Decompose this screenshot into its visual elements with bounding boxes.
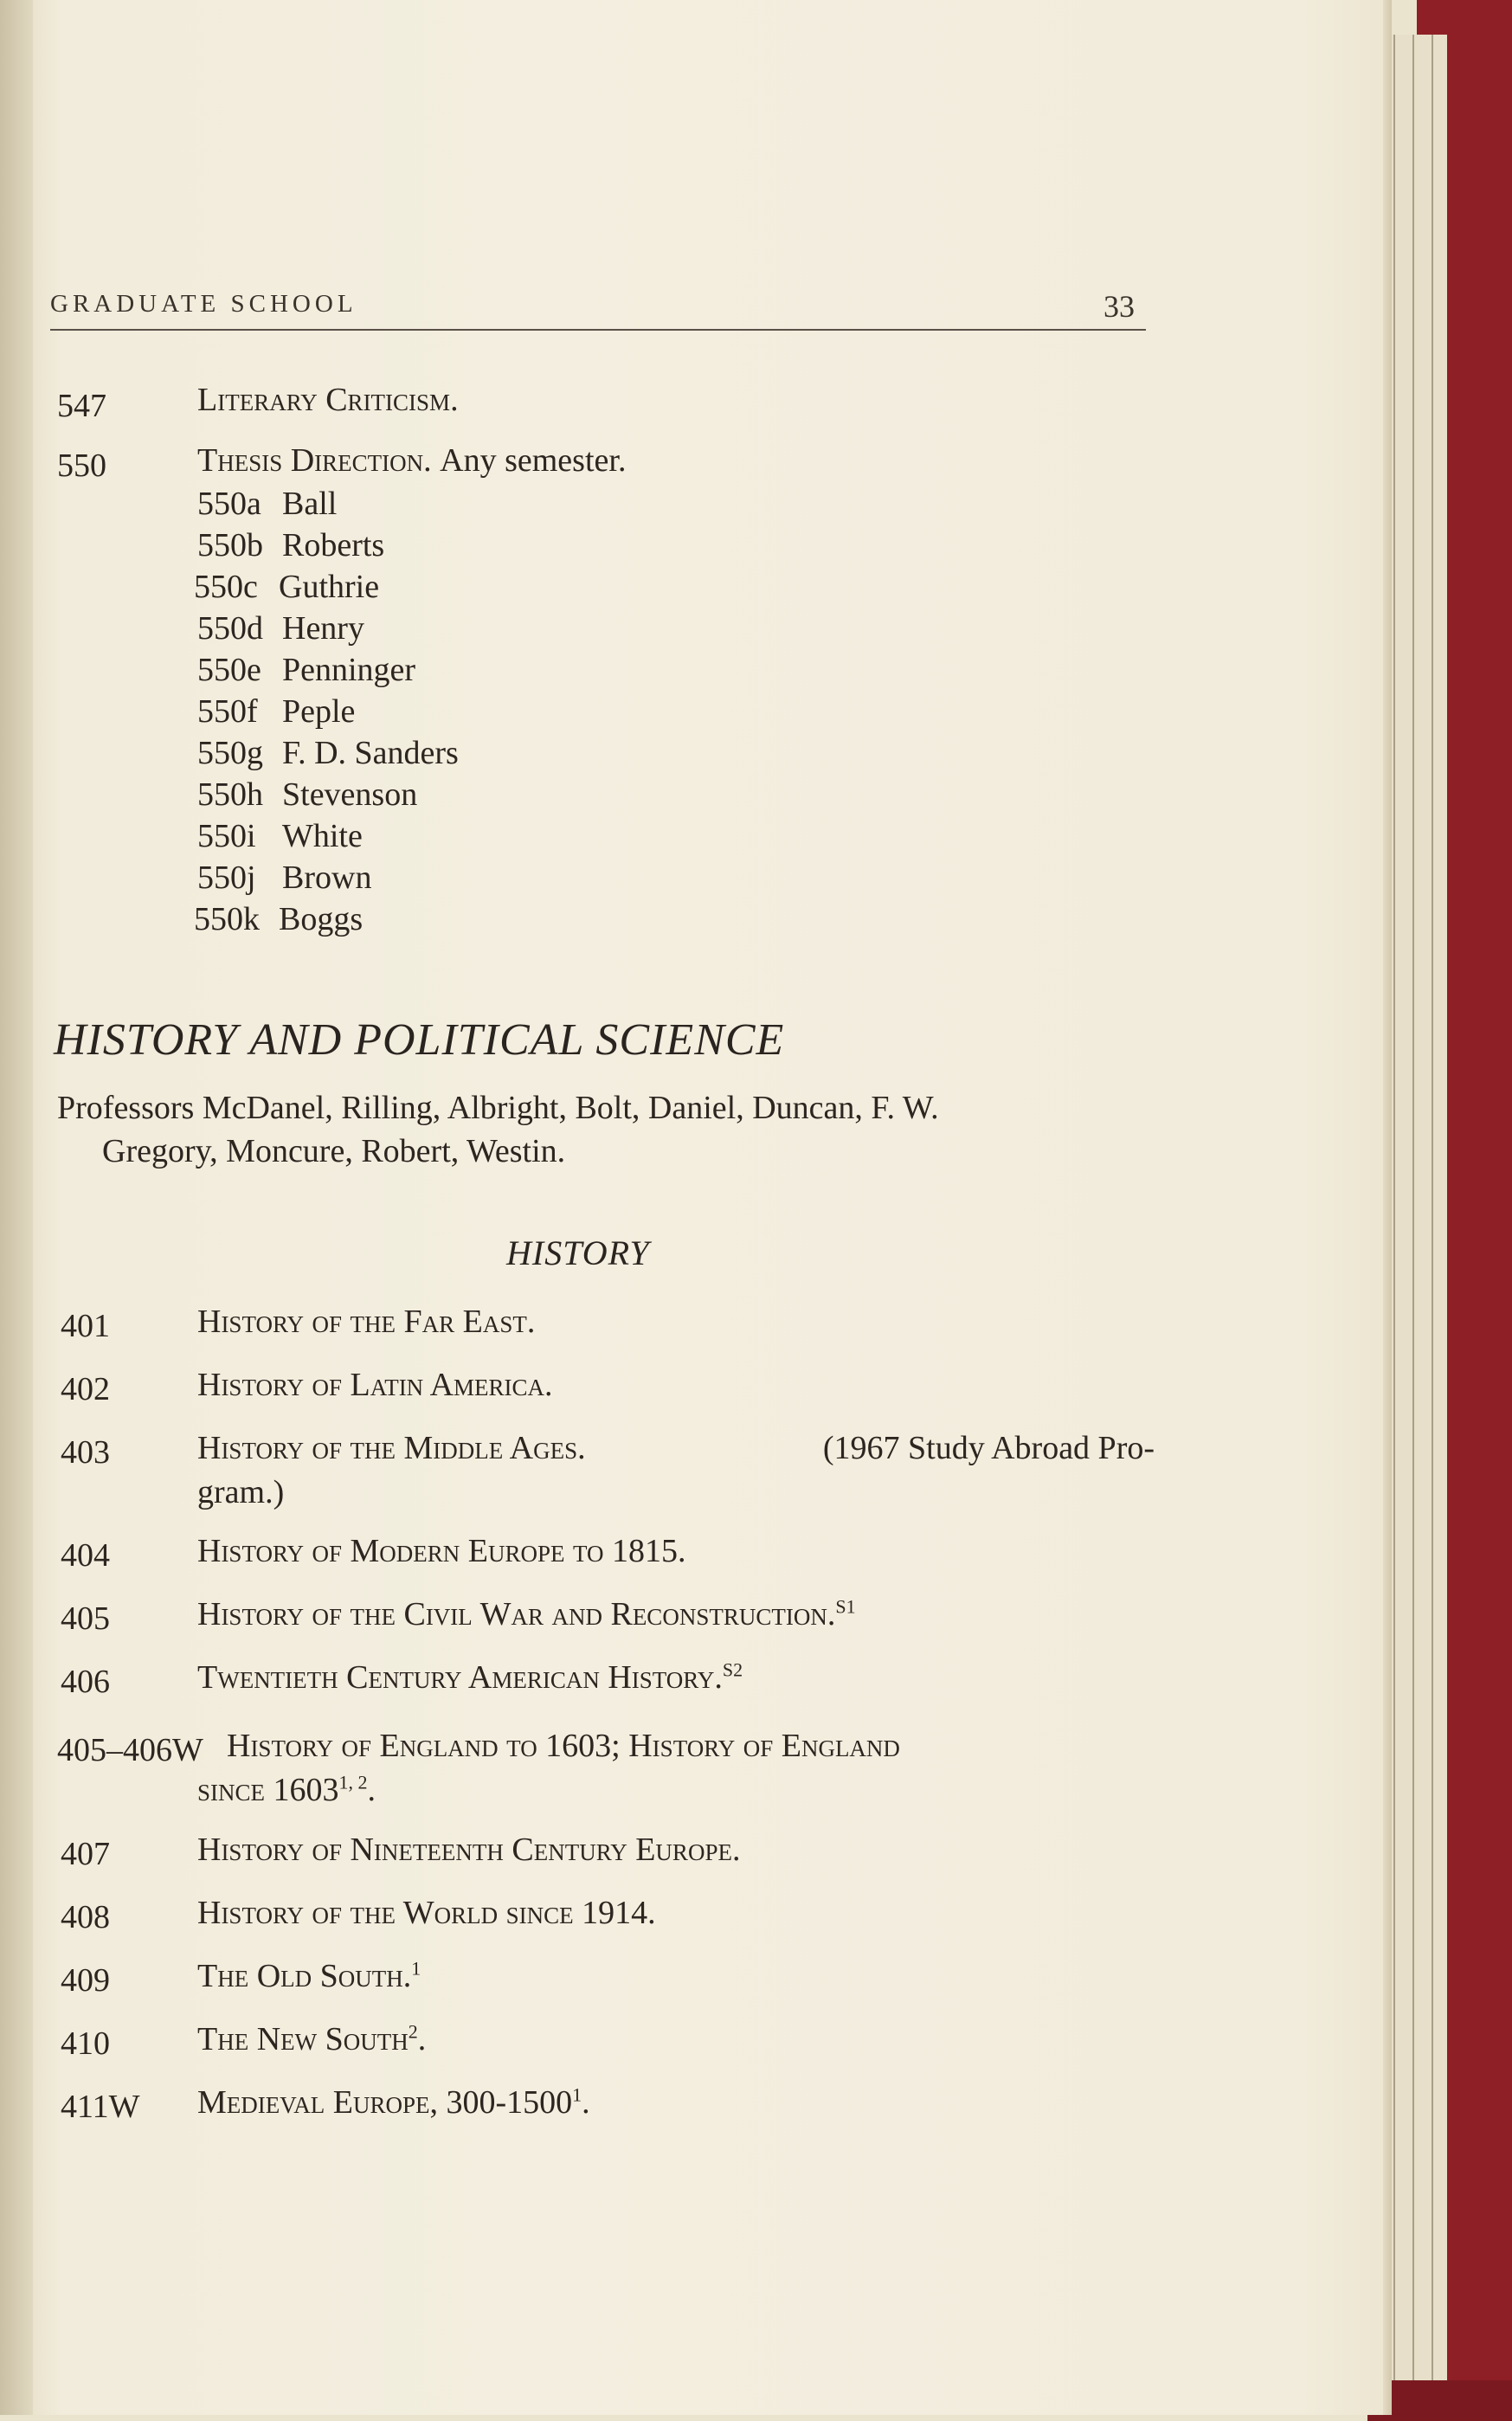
header-rule	[50, 329, 1146, 331]
thesis-section: 550j Brown	[197, 860, 372, 896]
course-number: 547	[57, 388, 106, 424]
thesis-section: 550a Ball	[197, 486, 338, 522]
course-title: History of the Civil War and Reconstruction.$^{S1}$	[197, 1595, 856, 1632]
running-header-title: GRADUATE SCHOOL	[50, 290, 357, 318]
faculty-line-continued: Gregory, Moncure, Robert, Westin.	[102, 1133, 566, 1169]
course-title: History of England to 1603; History of England	[227, 1728, 900, 1764]
thesis-section: 550h Stevenson	[197, 776, 418, 813]
course-title-continued: since 1603$^{1, 2}$.	[197, 1771, 376, 1808]
faculty-line: Professors McDanel, Rilling, Albright, Bolt, Daniel, Duncan, F. W.	[57, 1090, 939, 1126]
course-title: Medieval Europe, 300-1500$^1$.	[197, 2083, 590, 2121]
course-number: 405	[61, 1600, 110, 1637]
course-title: The Old South.$^1$	[197, 1957, 421, 1994]
thesis-section: 550e Penninger	[197, 652, 416, 688]
course-number: 401	[61, 1308, 110, 1344]
course-title: History of Modern Europe to 1815.	[197, 1533, 686, 1569]
course-number: 406	[61, 1664, 110, 1700]
course-number: 411W	[61, 2089, 140, 2125]
course-title: The New South$^2$.	[197, 2020, 427, 2057]
course-title: History of the Middle Ages. (1967 Study Abroad Pro-	[197, 1430, 1155, 1466]
course-number: 409	[61, 1962, 110, 1999]
course-title: History of Latin America.	[197, 1367, 553, 1403]
course-title: Twentieth Century American History.$^{S2}$	[197, 1658, 743, 1696]
course-number: 407	[61, 1836, 110, 1872]
history-heading: HISTORY	[506, 1233, 650, 1272]
course-number: 404	[61, 1537, 110, 1574]
page-number: 33	[1103, 289, 1135, 324]
thesis-section: 550c Guthrie	[194, 569, 380, 605]
course-number: 405–406W	[57, 1732, 203, 1768]
course-number: 550	[57, 447, 106, 484]
thesis-section: 550f Peple	[197, 693, 356, 730]
course-title: History of the Far East.	[197, 1304, 536, 1340]
course-note-continued: gram.)	[197, 1474, 285, 1510]
thesis-section: 550k Boggs	[194, 901, 364, 937]
course-title: History of the World since 1914.	[197, 1895, 656, 1931]
thesis-section: 550b Roberts	[197, 527, 385, 563]
thesis-section: 550i White	[197, 818, 363, 854]
course-title: Literary Criticism.	[197, 382, 459, 418]
course-number: 403	[61, 1434, 110, 1471]
page-gutter	[0, 0, 33, 2415]
department-heading: HISTORY AND POLITICAL SCIENCE	[54, 1015, 785, 1065]
thesis-section: 550d Henry	[197, 610, 364, 647]
course-number: 408	[61, 1899, 110, 1935]
page-edge	[1383, 0, 1392, 2415]
thesis-section: 550g F. D. Sanders	[197, 735, 459, 771]
page-stack-edge	[1385, 35, 1447, 2398]
course-title: Thesis Direction. Any semester.	[197, 442, 627, 479]
course-number: 402	[61, 1371, 110, 1407]
course-number: 410	[61, 2025, 110, 2062]
course-title: History of Nineteenth Century Europe.	[197, 1832, 741, 1868]
